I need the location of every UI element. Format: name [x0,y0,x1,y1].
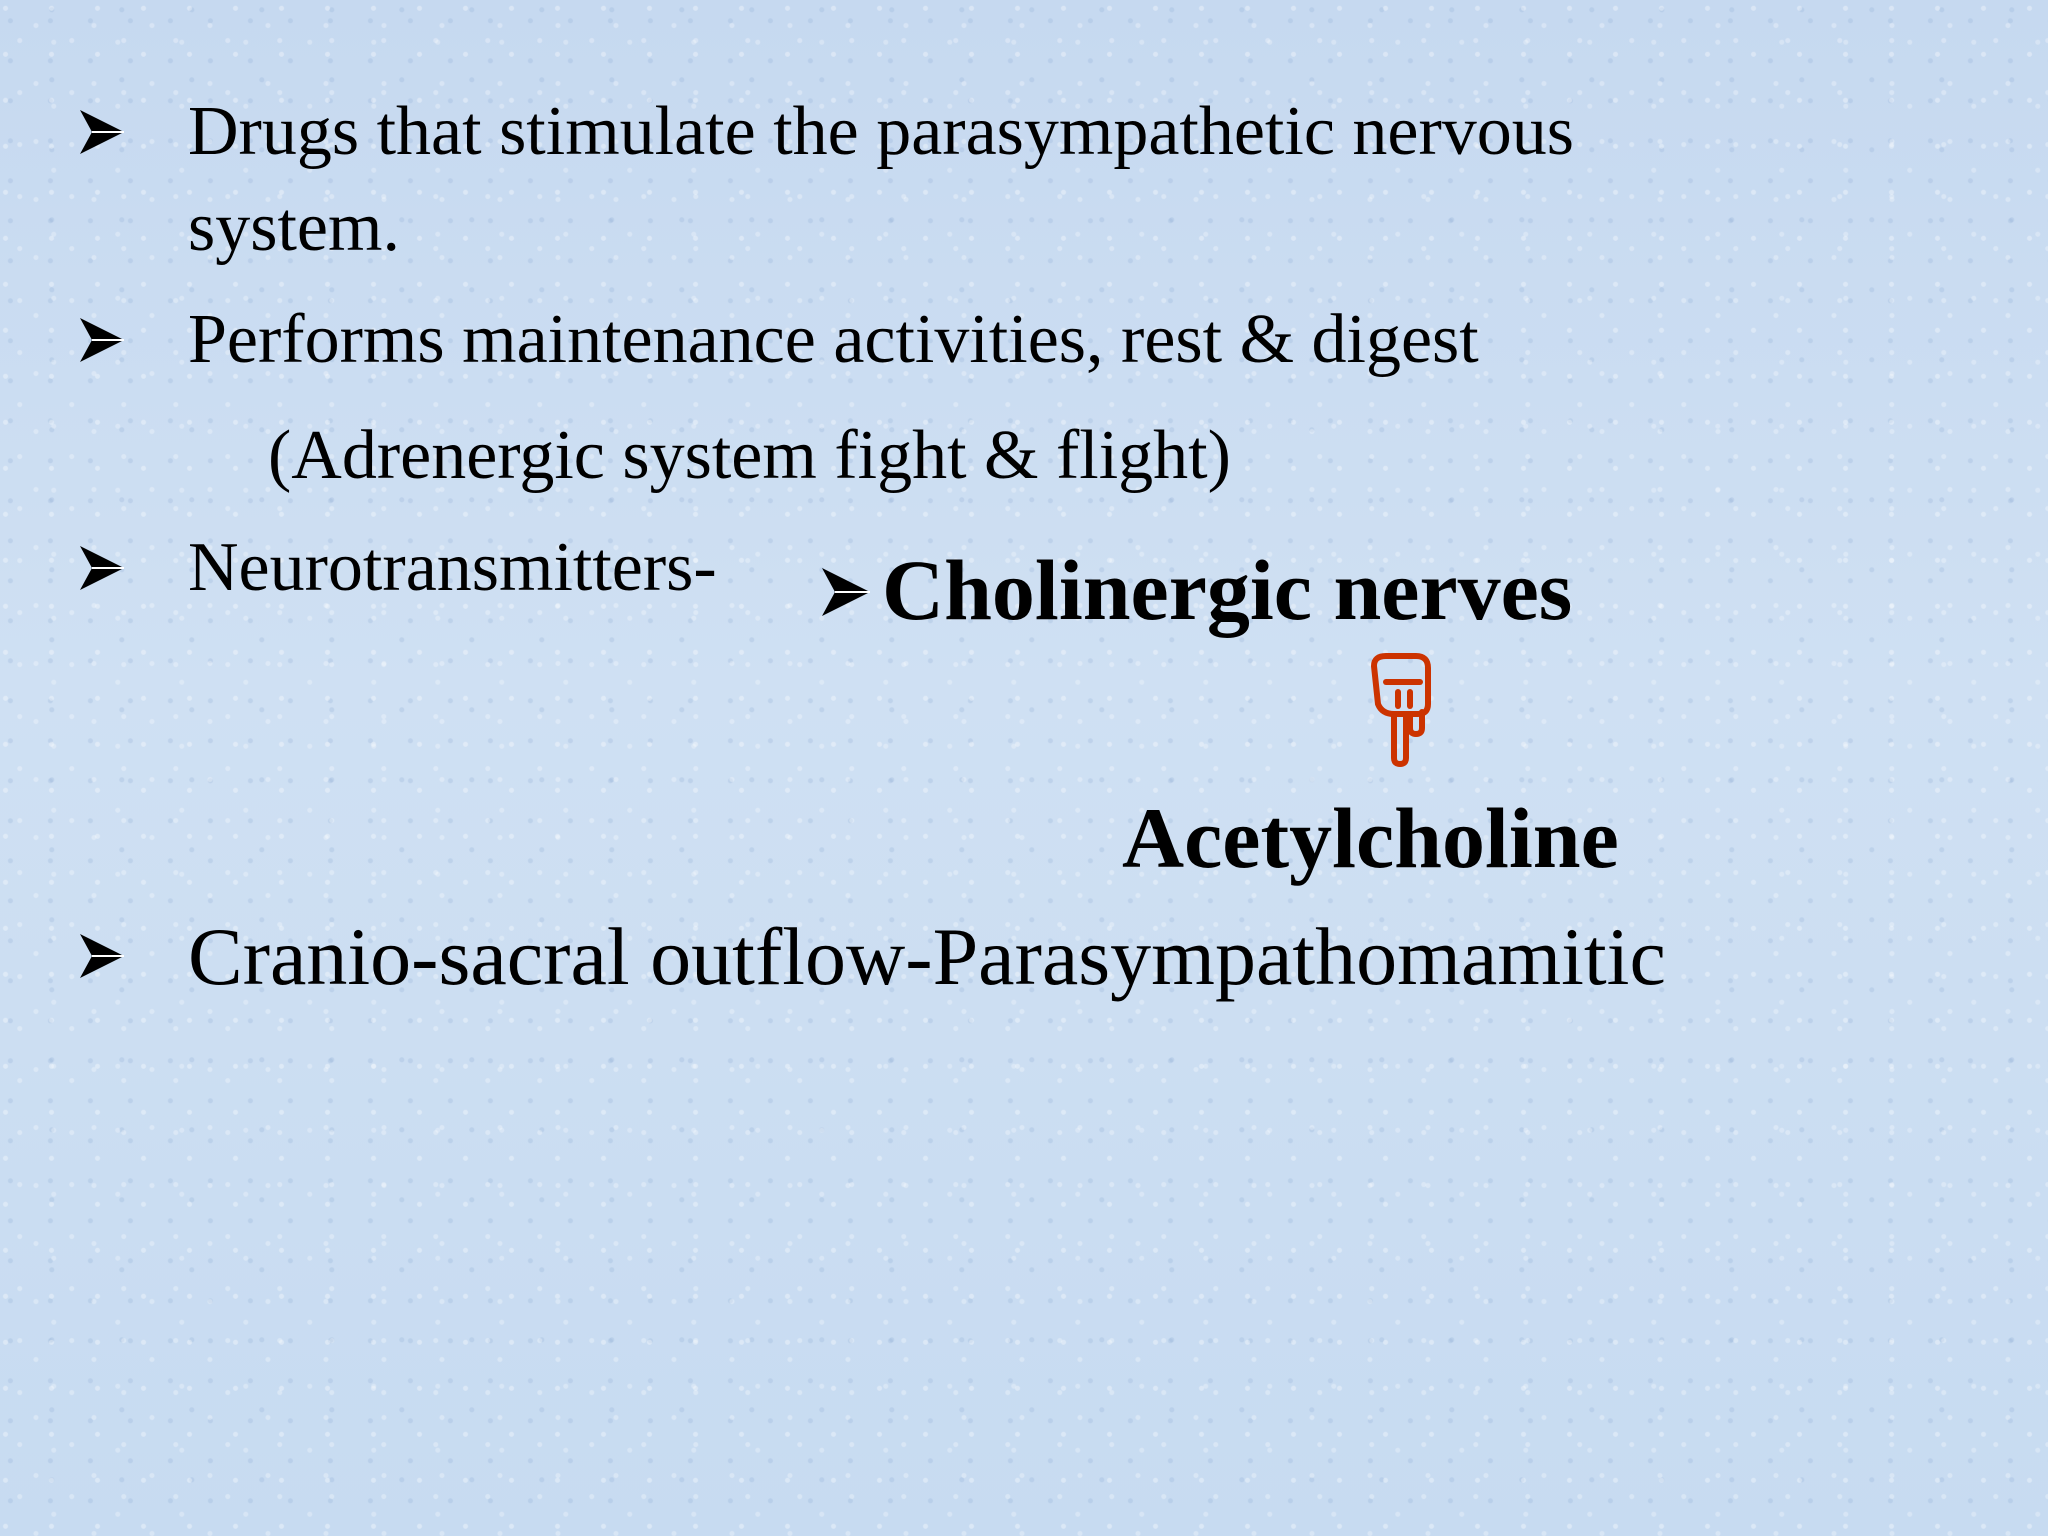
arrowhead-bullet-icon [76,314,128,366]
bullet-2-line-1: Performs maintenance activities, rest & digest [188,301,1479,378]
arrowhead-bullet-icon [76,106,128,158]
bullet-1-line-1: Drugs that stimulate the parasympathetic nervous [188,93,1575,170]
bullet-1-line-2: system. [188,189,400,266]
bullet-3-line-1: Neurotransmitters- [188,529,717,606]
bullet-4-line-1: Cranio-sacral outflow-Parasympathomamitic [188,911,1666,1002]
arrowhead-bullet-icon [76,542,128,594]
arrowhead-bullet-icon [818,564,874,620]
acetylcholine: Acetylcholine [1122,790,1619,886]
cholinergic-nerves: Cholinergic nerves [882,542,1573,638]
arrowhead-bullet-icon [76,930,128,982]
pointing-hand-down-icon [1364,652,1436,768]
bullet-2-sub: (Adrenergic system fight & flight) [268,417,1231,494]
